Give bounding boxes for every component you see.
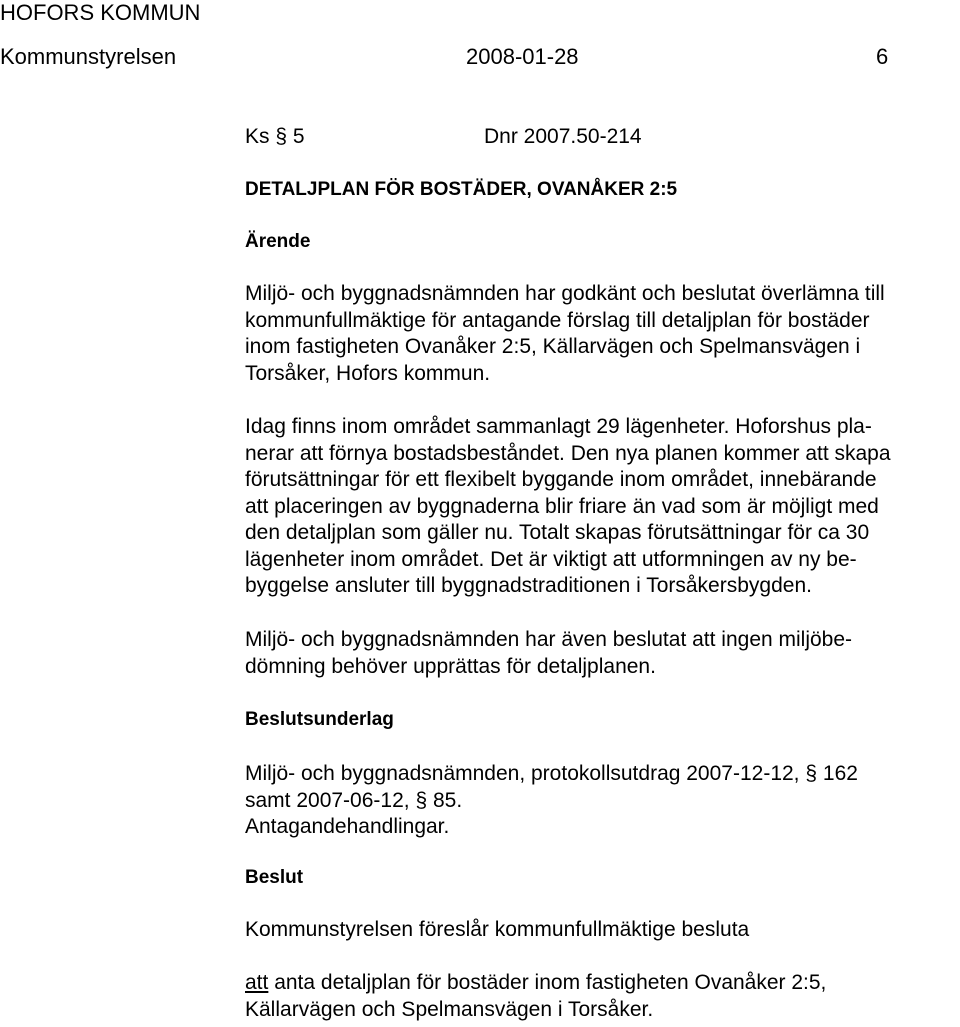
ks-label: Ks	[245, 125, 270, 148]
text-line: Torsåker, Hofors kommun.	[245, 361, 491, 385]
underlag-text: Miljö- och byggnadsnämnden, protokollsutdrag 2007-12-12,	[245, 762, 800, 785]
text-line: den detaljplan som gäller nu. Totalt skapas förutsättningar för ca 30	[245, 521, 870, 544]
org-name: HOFORS KOMMUN	[0, 0, 201, 25]
body-name: Kommunstyrelsen	[0, 44, 177, 69]
section-number: 85.	[432, 788, 463, 812]
ks-number: 5	[292, 125, 305, 148]
text-line: Miljö- och byggnadsnämnden har godkänt och beslutat överlämna till	[245, 282, 885, 305]
text-line: Källarvägen och Spelmansvägen i Torsåker.	[245, 997, 654, 1021]
section-sign: §	[805, 762, 818, 785]
text-line: Kommunstyrelsen föreslår kommunfullmäktige besluta	[245, 918, 750, 941]
underlag-list	[245, 761, 945, 841]
page-number: 6	[876, 44, 889, 69]
heading-arende: Ärende	[245, 231, 311, 252]
section-sign: §	[415, 788, 428, 812]
underlag-text: samt 2007-06-12,	[245, 788, 410, 812]
text-line	[245, 970, 945, 997]
beslut-intro	[245, 917, 945, 944]
case-number	[245, 124, 305, 151]
section-number: 162	[822, 762, 858, 785]
text-line	[245, 761, 945, 788]
arende-paragraph-1	[245, 281, 945, 387]
dnr: Dnr 2007.50-214	[484, 125, 642, 148]
text-line: byggelse ansluter till byggnadstraditionen i Torsåkersbygden.	[245, 574, 812, 597]
text-line: Idag finns inom området sammanlagt 29 lägenheter. Hoforshus pla-	[245, 415, 872, 438]
text-line	[245, 788, 945, 815]
document-title: DETALJPLAN FÖR BOSTÄDER, OVANÅKER 2:5	[245, 179, 678, 200]
text-line: inom fastigheten Ovanåker 2:5, Källarvägen och Spelmansvägen i	[245, 335, 861, 358]
decision-text: anta detaljplan för bostäder inom fastigheten Ovanåker 2:5,	[274, 971, 827, 994]
text-line: Miljö- och byggnadsnämnden har även beslutat att ingen miljöbe-	[245, 628, 853, 651]
text-line: dömning behöver upprättas för detaljplanen.	[245, 654, 656, 678]
text-line: Antagandehandlingar.	[245, 815, 450, 838]
text-line: nerar att förnya bostadsbeståndet. Den nya planen kommer att skapa	[245, 441, 891, 465]
arende-paragraph-3	[245, 627, 945, 680]
heading-beslut: Beslut	[245, 867, 304, 888]
section-sign: §	[275, 125, 288, 148]
heading-beslutsunderlag: Beslutsunderlag	[245, 709, 394, 730]
meeting-date: 2008-01-28	[466, 44, 579, 69]
arende-paragraph-2	[245, 414, 945, 600]
text-line: kommunfullmäktige för antagande förslag till detaljplan för bostäder	[245, 308, 870, 332]
text-line: förutsättningar för ett flexibelt byggande inom området, innebärande	[245, 468, 877, 491]
att-keyword: att	[245, 971, 269, 994]
text-line: att placeringen av byggnaderna blir friare än vad som är möjligt med	[245, 494, 879, 518]
text-line: lägenheter inom området. Det är viktigt att utformningen av ny be-	[245, 547, 857, 571]
beslut-decision	[245, 970, 945, 1023]
